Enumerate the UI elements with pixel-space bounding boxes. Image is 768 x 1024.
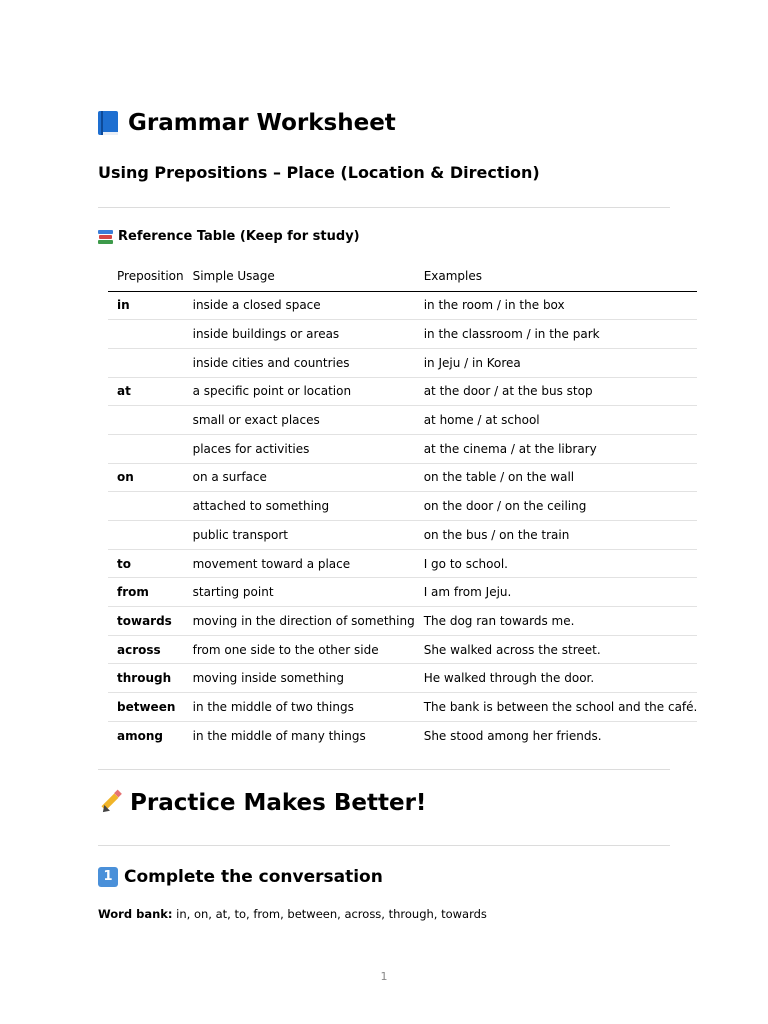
table-row [108, 320, 697, 349]
example-cell: He walked through the door. [415, 664, 698, 693]
example-cell: She walked across the street. [415, 635, 698, 664]
example-cell: in the room / in the box [415, 291, 698, 320]
page-title-text: Grammar Worksheet [128, 110, 396, 136]
usage-cell: from one side to the other side [184, 635, 415, 664]
preposition-cell [108, 320, 184, 349]
practice-title [98, 790, 426, 816]
word-bank [98, 907, 487, 921]
page-number: 1 [380, 970, 388, 983]
example-cell: I am from Jeju. [415, 578, 698, 607]
column-header-preposition: Preposition [108, 262, 184, 291]
preposition-cell [108, 406, 184, 435]
table-row [108, 521, 697, 550]
usage-cell: movement toward a place [184, 549, 415, 578]
usage-cell: on a surface [184, 463, 415, 492]
blue-book-icon [98, 111, 118, 135]
section-heading [98, 867, 383, 887]
example-cell: She stood among her friends. [423, 728, 602, 743]
preposition-cell [108, 348, 184, 377]
preposition-cell [108, 434, 184, 463]
usage-cell: starting point [184, 578, 415, 607]
table-row [108, 578, 697, 607]
usage-cell: attached to something [184, 492, 415, 521]
table-row [108, 635, 697, 664]
table-row [108, 607, 697, 636]
table-row [108, 664, 697, 693]
table-row [108, 693, 697, 722]
table-row [108, 463, 697, 492]
table-row [108, 492, 697, 521]
table-row [108, 549, 697, 578]
preposition-cell: on [108, 463, 184, 492]
example-cell: on the door / on the ceiling [415, 492, 698, 521]
example-cell: The bank is between the school and the café. [415, 693, 698, 722]
preposition-cell [108, 492, 184, 521]
reference-heading [98, 229, 360, 244]
table-header-row [108, 262, 697, 291]
example-cell: The dog ran towards me. [415, 607, 698, 636]
preposition-cell: among [117, 728, 163, 743]
usage-cell: in the middle of two things [184, 693, 415, 722]
practice-title-text: Practice Makes Better! [130, 790, 427, 816]
usage-cell: inside buildings or areas [184, 320, 415, 349]
usage-cell: in the middle of many things [192, 728, 366, 743]
preposition-cell: at [108, 377, 184, 406]
example-cell: in Jeju / in Korea [415, 348, 698, 377]
table-row [108, 406, 697, 435]
preposition-cell: between [108, 693, 184, 722]
example-cell: at the door / at the bus stop [415, 377, 698, 406]
usage-cell: small or exact places [184, 406, 415, 435]
section-heading-text: Complete the conversation [124, 867, 383, 887]
table-row [108, 348, 697, 377]
example-cell: I go to school. [415, 549, 698, 578]
reference-heading-text: Reference Table (Keep for study) [118, 229, 360, 244]
usage-cell: public transport [184, 521, 415, 550]
reference-table [108, 262, 697, 750]
table-row [108, 291, 697, 320]
usage-cell: a specific point or location [184, 377, 415, 406]
column-header-examples: Examples [415, 262, 698, 291]
example-cell: on the bus / on the train [415, 521, 698, 550]
preposition-cell: through [108, 664, 184, 693]
preposition-cell: across [108, 635, 184, 664]
page-title [98, 110, 396, 136]
page-subtitle: Using Prepositions – Place (Location & Direction) [98, 163, 540, 182]
table-row [108, 434, 697, 463]
usage-cell: inside cities and countries [184, 348, 415, 377]
usage-cell: places for activities [184, 434, 415, 463]
preposition-cell: to [108, 549, 184, 578]
example-cell: at the cinema / at the library [415, 434, 698, 463]
books-icon [98, 230, 113, 244]
example-cell: on the table / on the wall [415, 463, 698, 492]
word-bank-label: Word bank: [98, 907, 173, 921]
table-row [108, 377, 697, 406]
keycap-one-icon: 1 [98, 867, 118, 887]
usage-cell: moving inside something [184, 664, 415, 693]
divider [98, 845, 670, 846]
table-row [108, 721, 697, 750]
column-header-usage: Simple Usage [184, 262, 415, 291]
usage-cell: inside a closed space [184, 291, 415, 320]
word-bank-words: in, on, at, to, from, between, across, through, towards [176, 907, 487, 921]
preposition-cell: in [108, 291, 184, 320]
divider [98, 207, 670, 208]
divider [98, 769, 670, 770]
preposition-cell: from [108, 578, 184, 607]
pencil-icon [98, 791, 122, 815]
example-cell: in the classroom / in the park [415, 320, 698, 349]
usage-cell: moving in the direction of something [184, 607, 415, 636]
preposition-cell [108, 521, 184, 550]
example-cell: at home / at school [415, 406, 698, 435]
reference-table-body [108, 291, 697, 750]
preposition-cell: towards [108, 607, 184, 636]
